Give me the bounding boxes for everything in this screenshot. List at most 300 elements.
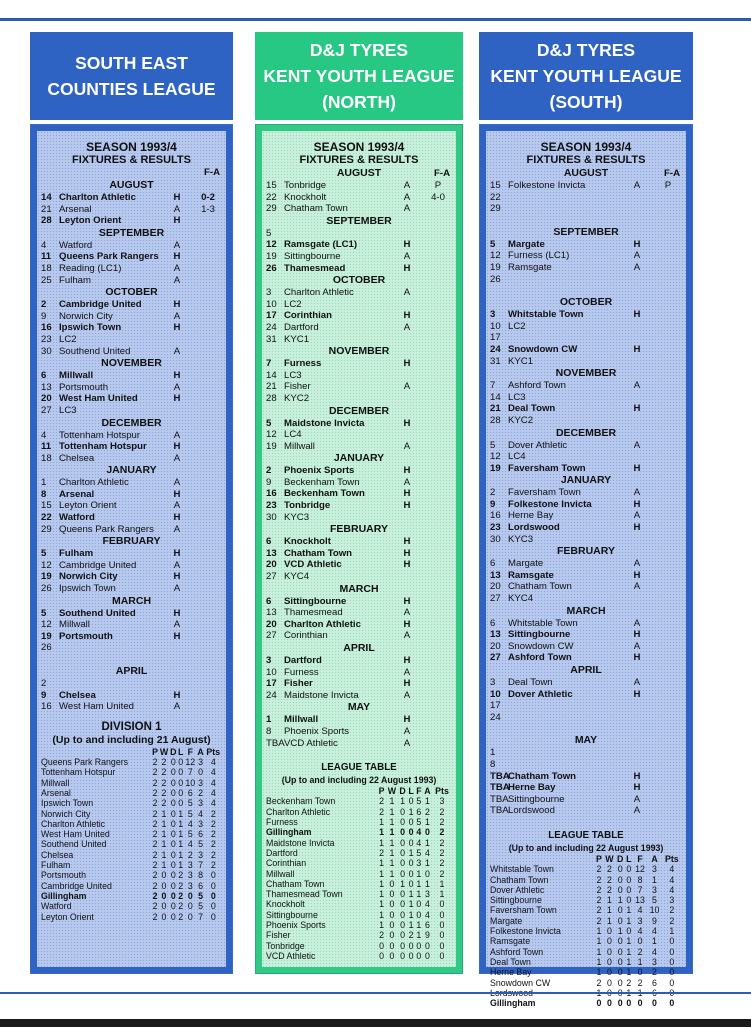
fixture-row xyxy=(41,251,222,263)
fixture-date: 19 xyxy=(490,261,501,273)
stat-cell: 2 xyxy=(161,787,167,798)
stat-cell: 1 xyxy=(379,889,385,900)
stat-cell: 1 xyxy=(178,839,184,850)
fixture-opponent: LC2 xyxy=(284,298,302,310)
fixtures-kent-youth-north xyxy=(266,141,452,961)
stat-cell: 1 xyxy=(626,967,632,978)
fixture-venue: A xyxy=(173,619,181,631)
fixture-result xyxy=(654,570,682,582)
stat-cell: 0 xyxy=(389,889,395,900)
stat-cell: 2 xyxy=(669,915,675,926)
table-row xyxy=(266,827,452,837)
table-subtitle: (Up to and including 21 August) xyxy=(52,733,211,746)
fixture-opponent: Sittingbourne xyxy=(508,629,571,641)
fixture-result: 1-3 xyxy=(201,203,215,215)
stat-cell: 0 xyxy=(170,777,176,788)
fixture-opponent: Southend United xyxy=(59,607,136,619)
fixture-venue: A xyxy=(173,274,181,286)
table-row xyxy=(266,879,452,889)
fixture-opponent: Southend United xyxy=(59,345,131,357)
fixture-row xyxy=(41,500,222,512)
stat-cell: 0 xyxy=(187,901,193,912)
month-heading xyxy=(41,595,222,608)
table-subtitle: (Up to and including 22 August 1993) xyxy=(508,842,664,853)
fixture-venue xyxy=(620,747,654,759)
fixture-date: 27 xyxy=(490,593,501,605)
fixture-date: 9 xyxy=(490,498,496,510)
fixture-result xyxy=(654,309,682,321)
fixture-opponent: Thamesmead xyxy=(284,607,343,619)
fixture-result xyxy=(424,619,452,631)
stat-cell: 2 xyxy=(152,839,158,850)
table-title: LEAGUE TABLE xyxy=(548,829,624,841)
fixture-result xyxy=(424,441,452,453)
fixture-row xyxy=(41,631,222,643)
fixture-result: 0-2 xyxy=(201,192,215,203)
fixture-row xyxy=(490,451,682,463)
stat-cell: 8 xyxy=(198,870,203,881)
stat-cell: 2 xyxy=(596,884,602,895)
month-name: AUGUST xyxy=(563,167,609,179)
fixture-venue: A xyxy=(403,440,411,452)
header-cell: W xyxy=(159,746,169,757)
month-heading xyxy=(490,545,682,558)
panel-kent-youth-north xyxy=(255,124,463,974)
stat-cell: 2 xyxy=(178,890,184,901)
stat-cell: 3 xyxy=(669,895,675,906)
fixture-venue: A xyxy=(633,677,641,688)
fixture-date: 11 xyxy=(41,251,52,263)
fixture-row xyxy=(266,488,452,500)
fixture-result xyxy=(194,430,222,442)
stat-cell: 0 xyxy=(606,956,612,967)
fixture-venue: A xyxy=(173,477,181,489)
table-row xyxy=(490,864,682,874)
stat-cell: 3 xyxy=(187,880,193,891)
team-name: Tonbridge xyxy=(266,940,305,951)
league-table xyxy=(266,786,452,961)
fixture-venue: A xyxy=(173,429,181,441)
spacer xyxy=(41,654,222,665)
fixture-row xyxy=(41,690,222,702)
fixture-venue: H xyxy=(633,309,641,321)
fixture-opponent: Portsmouth xyxy=(59,630,113,642)
fixture-venue: A xyxy=(633,510,641,522)
stat-cell: 0 xyxy=(389,909,395,920)
fixture-row xyxy=(490,332,682,344)
fixture-opponent: Furness (LC1) xyxy=(508,250,570,262)
stat-cell: 0 xyxy=(170,829,176,840)
fixture-row xyxy=(41,441,222,453)
fixture-date: TBA xyxy=(266,737,285,749)
fixture-date: 17 xyxy=(490,332,501,344)
fixture-opponent: Dartford xyxy=(284,321,319,333)
stat-cell: 3 xyxy=(198,777,203,788)
fixture-date: 7 xyxy=(490,380,496,392)
month-name: APRIL xyxy=(343,642,375,654)
fixture-venue: A xyxy=(633,805,641,817)
stat-cell: 1 xyxy=(416,930,422,941)
month-heading xyxy=(266,405,452,418)
stat-cell: 0 xyxy=(400,858,406,869)
fixture-date: 26 xyxy=(41,642,52,654)
team-name: Maidstone Invicta xyxy=(266,837,335,848)
stat-cell: 2 xyxy=(210,808,216,819)
stat-cell: 4 xyxy=(416,837,422,848)
fixture-opponent: Millwall xyxy=(59,370,94,382)
fixture-result xyxy=(424,536,452,548)
fixture-row xyxy=(490,192,682,204)
stat-cell: 4 xyxy=(210,798,216,809)
fixture-result xyxy=(194,548,222,560)
stat-cell: 1 xyxy=(389,847,395,858)
header-cell: P xyxy=(596,853,602,864)
stat-cell: 1 xyxy=(389,806,395,817)
stat-cell: 6 xyxy=(652,977,657,988)
fixture-result xyxy=(654,392,682,404)
fixture-row xyxy=(266,690,452,702)
fixture-result xyxy=(654,581,682,593)
fixture-date: 21 xyxy=(490,403,501,415)
stat-cell: 3 xyxy=(198,798,203,809)
month-name: NOVEMBER xyxy=(101,357,162,370)
stat-cell: 1 xyxy=(439,878,445,889)
fixture-date: 2 xyxy=(490,487,496,499)
table-row xyxy=(266,858,452,868)
stat-cell: 4 xyxy=(424,899,430,910)
stat-cell: 12 xyxy=(185,757,196,768)
stat-cell: 0 xyxy=(408,817,414,828)
fixture-date: 14 xyxy=(266,369,277,381)
stat-cell: 2 xyxy=(152,860,158,871)
fixture-date: TBA xyxy=(490,805,509,817)
month-name: MARCH xyxy=(111,594,152,607)
stat-cell: 0 xyxy=(416,940,422,951)
fixture-result: P xyxy=(434,180,442,191)
fixture-venue xyxy=(620,759,654,771)
fixture-opponent: Ashford Town xyxy=(508,380,566,392)
fixture-venue: A xyxy=(173,523,181,535)
fixture-date: 28 xyxy=(490,414,501,426)
table-row xyxy=(266,899,452,909)
month-name: JANUARY xyxy=(333,452,385,465)
stat-cell: 0 xyxy=(210,880,216,891)
fixture-row xyxy=(490,641,682,653)
fixture-result xyxy=(194,608,222,620)
fixture-opponent: Leyton Orient xyxy=(59,215,122,227)
month-name: MAY xyxy=(574,734,598,747)
fixture-venue: H xyxy=(403,547,411,559)
fixture-venue: A xyxy=(173,203,181,215)
stat-cell: 4 xyxy=(669,874,675,885)
fixture-row xyxy=(266,536,452,548)
fixture-row xyxy=(41,571,222,583)
panel-kent-youth-south xyxy=(479,124,693,1009)
team-name: Corinthian xyxy=(266,858,307,869)
stat-cell: 0 xyxy=(669,946,675,957)
fixture-opponent: Thamesmead xyxy=(284,262,346,274)
fixture-date: 30 xyxy=(266,511,277,523)
fixture-row xyxy=(41,512,222,524)
fixture-venue: H xyxy=(403,618,411,630)
fixture-row xyxy=(266,310,452,322)
stat-cell: 2 xyxy=(626,977,632,988)
team-name: Thamesmead Town xyxy=(266,889,343,900)
fixture-result xyxy=(654,332,682,344)
stat-cell: 2 xyxy=(178,911,184,922)
fixture-opponent xyxy=(508,332,620,344)
team-name: Chelsea xyxy=(41,849,74,860)
team-name: Ashford Town xyxy=(490,946,544,957)
fixture-date: 22 xyxy=(490,191,501,203)
fixture-date: 3 xyxy=(266,655,272,666)
panel-south-east-counties xyxy=(30,124,233,974)
fixture-result xyxy=(194,263,222,275)
stat-cell: 0 xyxy=(400,847,406,858)
fixture-opponent xyxy=(284,228,390,240)
table-row xyxy=(266,848,452,858)
month-heading xyxy=(41,464,222,477)
fixture-venue: H xyxy=(173,322,181,334)
stat-cell: 2 xyxy=(439,806,445,817)
header-cell: A xyxy=(651,853,658,864)
stat-cell: 5 xyxy=(416,847,422,858)
fixture-date: 26 xyxy=(266,262,277,274)
fixture-date: 6 xyxy=(266,595,272,607)
team-name: Ramsgate xyxy=(490,936,531,947)
stat-cell: 3 xyxy=(652,864,657,875)
fixture-opponent: VCD Athletic xyxy=(284,559,342,571)
header-cell: D xyxy=(399,786,406,797)
month-name: OCTOBER xyxy=(332,274,386,287)
fixture-date: 13 xyxy=(490,629,501,641)
fixture-row xyxy=(266,714,452,726)
header-kent-youth-south xyxy=(479,32,693,120)
team-name: Portsmouth xyxy=(41,870,86,881)
table-row xyxy=(41,778,222,788)
fixture-venue: H xyxy=(403,536,411,548)
fixture-venue: H xyxy=(633,688,641,700)
fixture-row xyxy=(266,667,452,679)
fixture-opponent: Deal Town xyxy=(508,677,553,688)
stat-cell: 0 xyxy=(210,911,216,922)
stat-cell: 5 xyxy=(198,901,203,912)
month-heading xyxy=(490,427,682,440)
fixture-result xyxy=(654,794,682,806)
stat-cell: 0 xyxy=(178,757,184,768)
stat-cell: 0 xyxy=(400,889,406,900)
fixture-date: 27 xyxy=(266,571,277,583)
fixture-venue xyxy=(390,299,424,311)
header-cell: F xyxy=(416,786,422,797)
stat-cell: 0 xyxy=(161,870,167,881)
fixture-date: 10 xyxy=(490,688,501,700)
fixture-date: 19 xyxy=(41,571,52,583)
month-name: AUGUST xyxy=(109,179,154,191)
header-line: D&J TYRES xyxy=(309,40,409,60)
fixture-venue: H xyxy=(173,370,181,382)
team-name: Gillingham xyxy=(41,890,87,901)
fixture-opponent: Sittingbourne xyxy=(508,793,565,805)
stat-cell: 2 xyxy=(379,796,385,807)
fixture-result xyxy=(654,747,682,759)
table-subtitle: (Up to and including 22 August 1993) xyxy=(281,775,437,786)
fixture-venue: A xyxy=(173,262,181,274)
stat-cell: 2 xyxy=(152,818,158,829)
fixture-result xyxy=(424,726,452,738)
month-name: OCTOBER xyxy=(105,286,158,299)
fixture-opponent: Deal Town xyxy=(508,403,556,415)
fixture-row xyxy=(41,678,222,690)
fixture-result xyxy=(194,619,222,631)
fixture-row xyxy=(266,358,452,370)
fixture-opponent: Lordswood xyxy=(508,805,555,817)
stat-cell: 0 xyxy=(389,878,395,889)
fixture-opponent: Faversham Town xyxy=(508,487,581,499)
fixture-opponent: Millwall xyxy=(284,440,315,452)
fixture-row xyxy=(266,630,452,642)
fixture-row xyxy=(266,548,452,560)
team-name: Deal Town xyxy=(490,956,531,967)
month-name: FEBRUARY xyxy=(330,523,388,536)
month-heading xyxy=(266,583,452,596)
fixture-venue: A xyxy=(633,439,641,451)
fixture-venue xyxy=(390,393,424,405)
month-heading xyxy=(266,523,452,536)
stat-cell: 0 xyxy=(669,998,675,1009)
team-name: Margate xyxy=(490,915,523,926)
stat-cell: 0 xyxy=(439,909,445,920)
fixture-date: 1 xyxy=(41,477,47,489)
fixture-date: 31 xyxy=(266,333,277,345)
fixture-venue: H xyxy=(403,595,411,607)
fixture-venue xyxy=(620,356,654,368)
fixture-date: 20 xyxy=(490,640,501,652)
fixture-opponent xyxy=(508,274,620,286)
fixture-row xyxy=(490,782,682,794)
team-name: VCD Athletic xyxy=(266,950,316,961)
stat-cell: 1 xyxy=(669,926,675,937)
stat-cell: 6 xyxy=(424,920,430,931)
fixture-venue: A xyxy=(403,666,411,678)
fixture-result xyxy=(424,310,452,322)
fixture-result xyxy=(654,487,682,499)
fixture-venue: H xyxy=(403,262,411,274)
fixture-venue: A xyxy=(173,583,181,595)
fixture-row xyxy=(266,239,452,251)
table-title: DIVISION 1 xyxy=(101,720,162,733)
league-table xyxy=(490,854,682,1008)
fixture-venue: A xyxy=(173,239,181,251)
fixture-result xyxy=(424,429,452,441)
fixture-date: 20 xyxy=(266,618,277,630)
fixture-venue: H xyxy=(633,770,641,782)
stat-cell: 0 xyxy=(626,895,632,906)
month-heading xyxy=(266,642,452,655)
fixture-result xyxy=(654,629,682,641)
fixture-venue: H xyxy=(173,689,181,701)
fixture-opponent: Portsmouth xyxy=(59,381,109,393)
stat-cell: 1 xyxy=(178,849,184,860)
stat-cell: 0 xyxy=(617,946,623,957)
fixture-venue xyxy=(620,712,654,724)
season-title: SEASON 1993/4 xyxy=(313,140,405,154)
stat-cell: 9 xyxy=(652,915,657,926)
month-heading xyxy=(490,664,682,677)
top-rule xyxy=(0,18,751,21)
table-row xyxy=(41,891,222,901)
fixture-result xyxy=(424,548,452,560)
stat-cell: 0 xyxy=(617,915,623,926)
stat-cell: 0 xyxy=(400,930,406,941)
stat-cell: 2 xyxy=(439,858,445,869)
fixture-result xyxy=(654,451,682,463)
fixture-venue: H xyxy=(403,714,411,726)
month-heading xyxy=(490,226,682,239)
fixture-row xyxy=(266,607,452,619)
fixture-row xyxy=(266,596,452,608)
stat-cell: 2 xyxy=(669,905,675,916)
fixture-venue: H xyxy=(173,548,181,560)
table-row xyxy=(490,905,682,915)
stat-cell: 4 xyxy=(210,757,216,768)
fixture-row xyxy=(266,418,452,430)
fixture-date: 29 xyxy=(41,523,52,535)
stat-cell: 0 xyxy=(187,890,193,901)
stat-cell: 0 xyxy=(170,860,176,871)
stat-cell: 2 xyxy=(637,977,643,988)
stat-cell: 0 xyxy=(389,930,395,941)
stat-cell: 2 xyxy=(152,870,158,881)
fixture-opponent: Sittingbourne xyxy=(284,250,341,262)
stat-cell: 0 xyxy=(161,901,167,912)
fixture-venue: H xyxy=(173,607,181,619)
fixture-venue xyxy=(160,405,194,417)
stat-cell: 0 xyxy=(637,998,643,1009)
fixture-row xyxy=(41,430,222,442)
fixture-date: 20 xyxy=(41,393,52,405)
fixture-row xyxy=(490,440,682,452)
stat-cell: 0 xyxy=(400,837,406,848)
fixture-venue xyxy=(620,392,654,404)
header-team xyxy=(490,854,595,864)
fixture-result xyxy=(194,405,222,417)
table-row xyxy=(490,967,682,977)
stat-cell: 0 xyxy=(606,926,612,937)
fixture-row xyxy=(266,299,452,311)
stat-cell: 0 xyxy=(161,890,167,901)
stat-cell: 5 xyxy=(187,798,193,809)
table-title: LEAGUE TABLE xyxy=(321,762,397,774)
header-cell: Pts xyxy=(206,746,221,757)
fixture-date: 8 xyxy=(41,488,47,500)
fixture-venue: H xyxy=(403,239,411,251)
fixture-row xyxy=(490,309,682,321)
table-header-row xyxy=(490,854,682,864)
fixture-result xyxy=(654,689,682,701)
fixture-result xyxy=(654,558,682,570)
stat-cell: 1 xyxy=(161,818,167,829)
stat-cell: 0 xyxy=(439,930,445,941)
fixture-date: 8 xyxy=(266,725,272,737)
fixture-opponent: LC4 xyxy=(284,429,302,441)
stat-cell: 0 xyxy=(408,827,414,838)
stat-cell: 0 xyxy=(626,874,632,885)
stat-cell: 0 xyxy=(379,940,385,951)
stat-cell: 0 xyxy=(617,874,623,885)
fixture-opponent: LC2 xyxy=(59,333,77,345)
stat-cell: 1 xyxy=(408,806,414,817)
